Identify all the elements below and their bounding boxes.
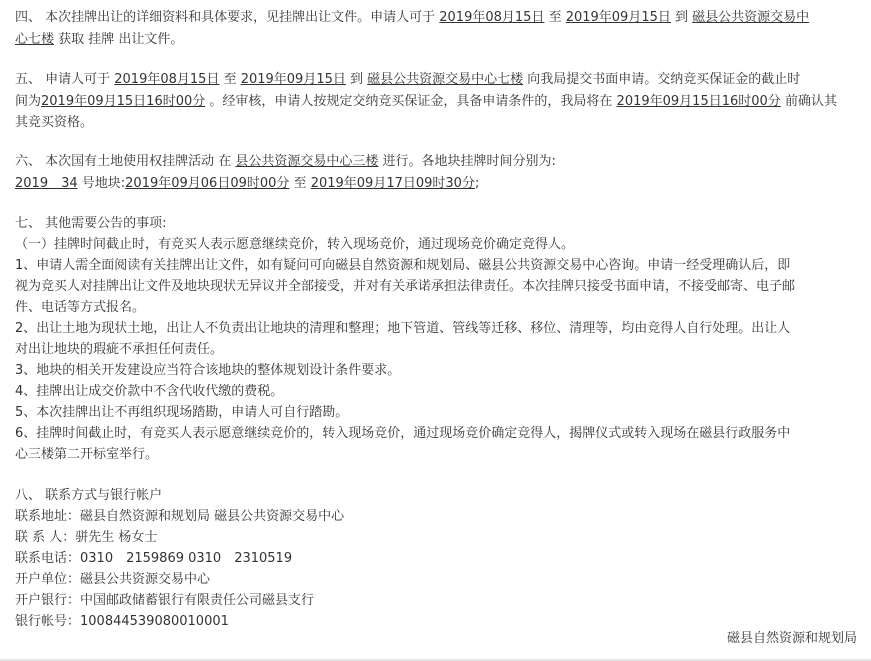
account-bank: 开户银行：中国邮政储蓄银行有限责任公司磁县支行 <box>15 593 315 608</box>
text-segment: 到 <box>345 72 368 87</box>
underlined-value[interactable]: 2019年08月15日 <box>439 10 545 25</box>
underlined-value[interactable]: 心七楼 <box>15 32 55 47</box>
section-7-item-3: 3、地块的相关开发建设应当符合该地块的整体规划设计条件要求。 <box>15 363 401 378</box>
section-7-item-2-line-2: 对出让地块的瑕疵不承担任何责任。 <box>15 342 224 357</box>
underlined-value[interactable]: 2019 34 <box>15 176 78 191</box>
text-segment: 到 <box>670 10 693 25</box>
underlined-value[interactable]: 2019年08月15日 <box>114 72 220 87</box>
text-segment: 至 <box>219 72 241 87</box>
text-segment: 五、 申请人可于 <box>15 72 115 87</box>
section-7-item-1-line-3: 件、电话等方式报名。 <box>15 300 146 315</box>
text-segment: 四、 本次挂牌出让的详细资料和具体要求，见挂牌出让文件。申请人可于 <box>15 10 440 25</box>
section-7-item-1-line-2: 视为竞买人对挂牌出让文件及地块现状无异议并全部接受，并对有关承诺承担法律责任。本次挂牌只接受书面申请，不接受邮寄、电子邮 <box>15 279 796 294</box>
text-segment: 至 <box>544 10 566 25</box>
section-8-title: 八、 联系方式与银行帐户 <box>15 488 163 503</box>
text-segment: 号地块: <box>77 176 126 191</box>
contact-person: 联 系 人：骈先生 杨女士 <box>15 530 158 545</box>
account-number: 银行帐号：100844539080010001 <box>15 614 229 629</box>
section-7-item-6-line-1: 6、挂牌时间截止时，有竞买人表示愿意继续竞价的，转入现场竞价，通过现场竞价确定竞得人，揭牌仪式或转入现场在磁县行政服务中 <box>15 426 791 441</box>
text-segment: ; <box>474 176 480 191</box>
underlined-value[interactable]: 磁县公共资源交易中 <box>692 10 810 25</box>
text-segment: 。经审核，申请人按规定交纳竞买保证金，具备申请条件的，我局将在 <box>205 94 617 109</box>
section-7-subitem-1: （一）挂牌时间截止时，有竞买人表示愿意继续竞价，转入现场竞价，通过现场竞价确定竞得人。 <box>15 237 575 252</box>
underlined-value[interactable]: 2019年09月15日 <box>565 10 671 25</box>
section-5-line-1 <box>15 70 800 90</box>
text-segment: 至 <box>289 176 311 191</box>
section-7-item-5: 5、本次挂牌出让不再组织现场踏勘，申请人可自行踏勘。 <box>15 405 349 420</box>
section-7-item-4: 4、挂牌出让成交价款中不含代收代缴的费税。 <box>15 384 284 399</box>
section-4-line-1 <box>15 8 809 28</box>
section-7-item-6-line-2: 心三楼第二开标室举行。 <box>15 447 159 462</box>
text-segment: 间为 <box>15 94 42 109</box>
section-7-item-2-line-1: 2、出让土地为现状土地，出让人不负责出让地块的清理和整理；地下管道、管线等迁移、移位、清理等，均由竞得人自行处理。出让人 <box>15 321 791 336</box>
text-segment: 向我局提交书面申请。交纳竞买保证金的截止时 <box>523 72 801 87</box>
text-segment: 前确认其 <box>780 94 837 109</box>
contact-address: 联系地址：磁县自然资源和规划局 磁县公共资源交易中心 <box>15 509 345 524</box>
text-segment: 其竞买资格。 <box>15 115 94 130</box>
contact-phone: 联系电话：0310 2159869 0310 2310519 <box>15 551 293 566</box>
section-6-line-1 <box>15 152 556 172</box>
section-7-item-1-line-1: 1、申请人需全面阅读有关挂牌出让文件，如有疑问可向磁县自然资源和规划局、磁县公共资源交易中心咨询。申请一经受理确认后，即 <box>15 258 791 273</box>
underlined-value[interactable]: 2019年09月15日 <box>240 72 346 87</box>
text-segment: 进行。各地块挂牌时间分别为: <box>378 154 556 169</box>
underlined-value[interactable]: 2019年09月15日16时00分 <box>41 94 206 109</box>
text-segment: 获取 挂牌 出让文件。 <box>54 32 184 47</box>
underlined-value[interactable]: 2019年09月15日16时00分 <box>616 94 781 109</box>
account-unit: 开户单位：磁县公共资源交易中心 <box>15 572 211 587</box>
underlined-value[interactable]: 2019年09月06日09时00分 <box>125 176 290 191</box>
section-5-line-2 <box>15 92 837 112</box>
section-4-line-2 <box>15 30 183 50</box>
section-6-line-2 <box>15 174 479 194</box>
underlined-value[interactable]: 县公共资源交易中心三楼 <box>235 154 379 169</box>
section-5-line-3 <box>15 113 93 133</box>
underlined-value[interactable]: 2019年09月17日09时30分 <box>310 176 475 191</box>
issuer-signature: 磁县自然资源和规划局 <box>726 631 857 646</box>
underlined-value[interactable]: 磁县公共资源交易中心七楼 <box>367 72 524 87</box>
text-segment: 六、 本次国有土地使用权挂牌活动 在 <box>15 154 236 169</box>
section-7-title: 七、 其他需要公告的事项: <box>15 216 167 231</box>
